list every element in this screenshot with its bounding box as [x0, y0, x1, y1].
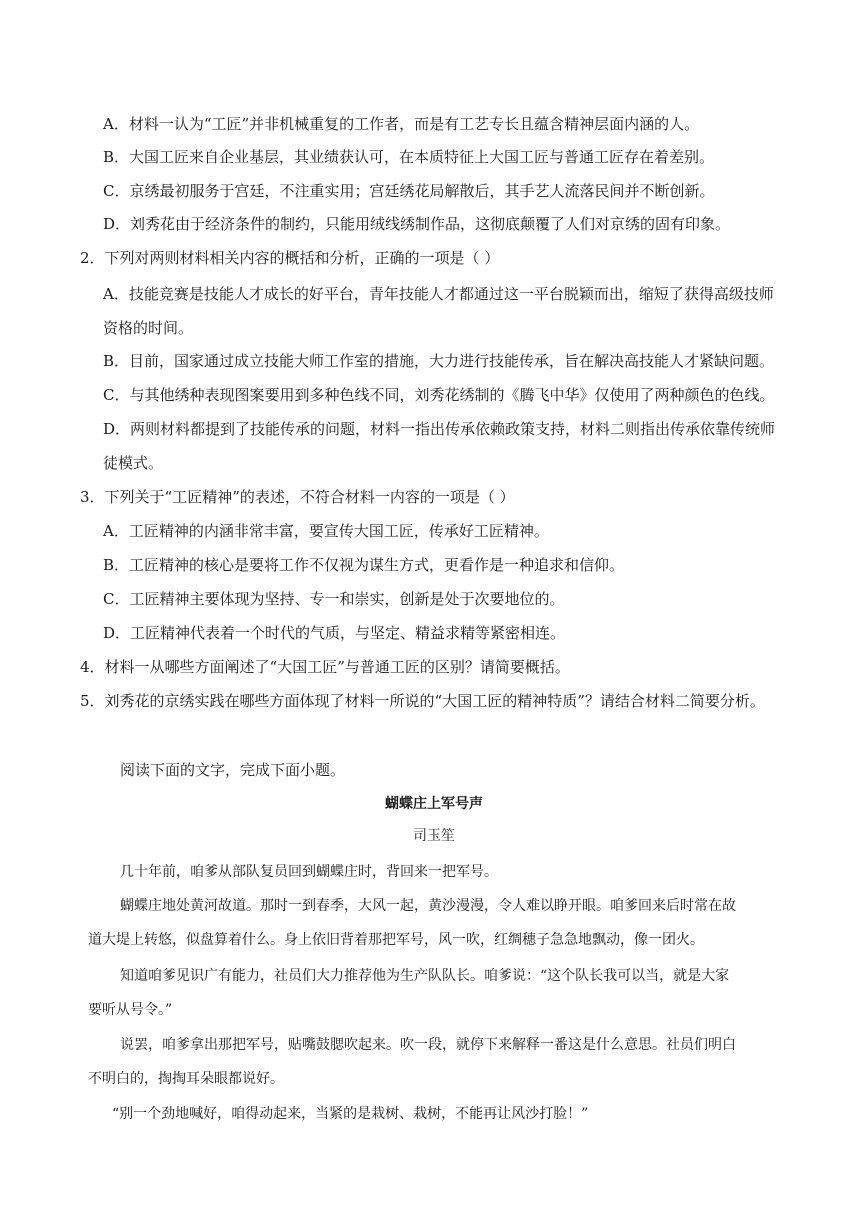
q3-stem: 3．下列关于“工匠精神”的表述，不符合材料一内容的一项是（ ） [80, 488, 515, 506]
story-author: 司玉笙 [413, 828, 455, 844]
q1-option-a: A．材料一认为“工匠”并非机械重复的工作者，而是有工艺专长且蕴含精神层面内涵的人。 [103, 115, 700, 133]
q1-option-c: C．京绣最初服务于宫廷，不注重实用；宫廷绣花局解散后，其手艺人流落民间并不断创新。 [103, 182, 715, 200]
q2-option-d-cont: 徒模式。 [103, 454, 164, 472]
story-paragraph: 说罢，咱爹拿出那把军号，贴嘴鼓腮吹起来。吹一段，就停下来解释一番这是什么意思。社员们明白 [120, 1037, 736, 1053]
q1-option-b: B．大国工匠来自企业基层，其业绩获认可，在本质特征上大国工匠与普通工匠存在着差别。 [103, 148, 715, 166]
q2-option-c: C．与其他绣种表现图案要用到多种色线不同，刘秀花绣制的《腾飞中华》仅使用了两种颜色的色线。 [103, 386, 775, 404]
story-paragraph-cont: 不明白的，掏掏耳朵眼都说好。 [88, 1071, 284, 1087]
q2-option-d: D．两则材料都提到了技能传承的问题，材料一指出传承依赖政策支持，材料二则指出传承依靠传统师 [103, 420, 776, 438]
story-paragraph: 蝴蝶庄地处黄河故道。那时一到春季，大风一起，黄沙漫漫，令人难以睁开眼。咱爹回来后时常在故 [120, 898, 736, 914]
q3-option-d: D．工匠精神代表着一个时代的气质，与坚定、精益求精等紧密相连。 [103, 624, 566, 642]
q4-stem: 4．材料一从哪些方面阐述了“大国工匠”与普通工匠的区别？请简要概括。 [80, 658, 570, 676]
story-paragraph: “别一个劲地喊好，咱得动起来，当紧的是栽树、栽树，不能再让风沙打脸！” [112, 1106, 589, 1122]
q1-option-d: D．刘秀花由于经济条件的制约，只能用绒线绣制作品，这彻底颠覆了人们对京绣的固有印象。 [103, 215, 731, 233]
q2-option-a-cont: 资格的时间。 [103, 319, 194, 337]
story-paragraph-cont: 道大堤上转悠，似盘算着什么。身上依旧背着那把军号，风一吹，红绸穗子急急地飘动，像一团火。 [88, 932, 704, 948]
story-paragraph-cont: 要听从号令。” [88, 1002, 173, 1018]
story-paragraph: 知道咱爹见识广有能力，社员们大力推荐他为生产队队长。咱爹说：“这个队长我可以当，就是大家 [120, 968, 730, 984]
q3-option-a: A．工匠精神的内涵非常丰富，要宣传大国工匠，传承好工匠精神。 [103, 522, 549, 540]
q3-option-b: B．工匠精神的核心是要将工作不仅视为谋生方式，更看作是一种追求和信仰。 [103, 556, 625, 574]
reading-intro: 阅读下面的文字，完成下面小题。 [120, 761, 346, 779]
q2-option-b: B．目前，国家通过成立技能大师工作室的措施，大力进行技能传承，旨在解决高技能人才紧缺问题。 [103, 352, 775, 370]
q3-option-c: C．工匠精神主要体现为坚持、专一和崇实，创新是处于次要地位的。 [103, 590, 565, 608]
q2-option-a: A．技能竞赛是技能人才成长的好平台，青年技能人才都通过这一平台脱颖而出，缩短了获得高级技师 [103, 285, 774, 303]
story-title: 蝴蝶庄上军号声 [385, 796, 483, 812]
q5-stem: 5．刘秀花的京绣实践在哪些方面体现了材料一所说的“大国工匠的精神特质”？请结合材料二简要分析。 [80, 692, 765, 710]
q2-stem: 2．下列对两则材料相关内容的概括和分析，正确的一项是（ ） [80, 249, 500, 267]
story-paragraph: 几十年前，咱爹从部队复员回到蝴蝶庄时，背回来一把军号。 [120, 864, 498, 880]
